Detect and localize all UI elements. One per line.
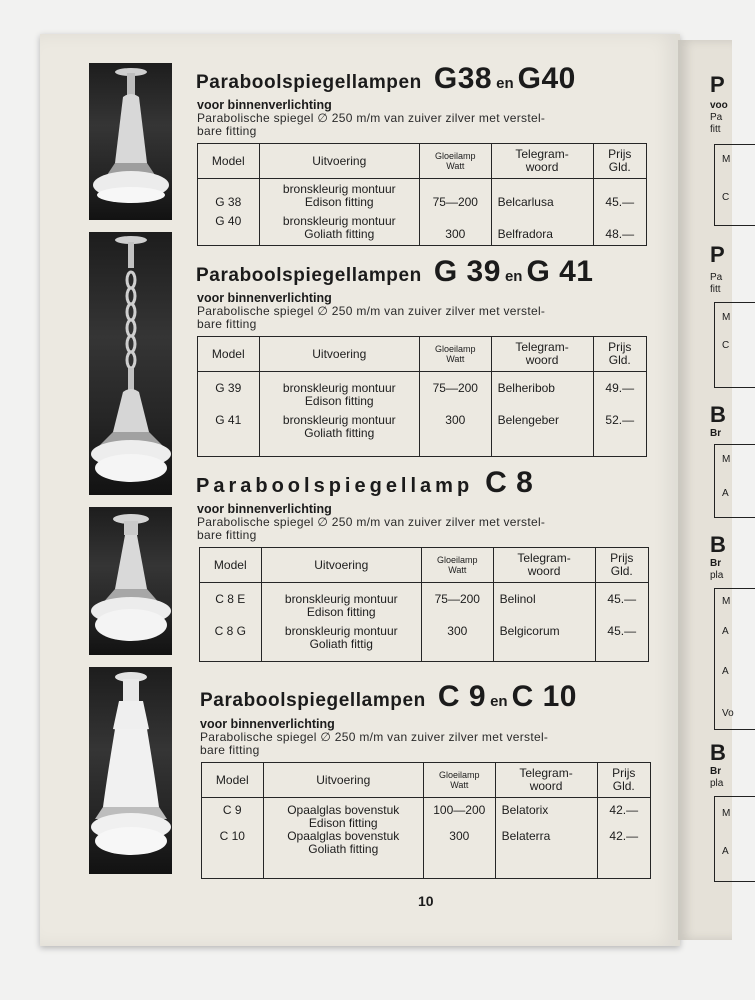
description-line: Parabolische spiegel ∅ 250 m/m van zuiver zilver met verstel- xyxy=(197,515,546,529)
facing-cell: A xyxy=(722,488,729,499)
section-subtitle: voor binnenverlichting xyxy=(197,98,332,112)
facing-letter: P xyxy=(710,242,725,267)
spec-table xyxy=(201,762,651,879)
description-line: Parabolische spiegel ∅ 250 m/m van zuiver zilver met verstel- xyxy=(200,730,549,744)
col-header-telegram: Telegram- woord xyxy=(493,548,595,583)
model-code: G 39 xyxy=(433,255,501,288)
facing-cell: M xyxy=(722,154,731,165)
col-header-watt: Gloeilamp Watt xyxy=(423,763,495,798)
lamp-photo-g39 xyxy=(89,232,172,495)
col-header-watt: Gloeilamp Watt xyxy=(419,144,491,179)
facing-letter: P xyxy=(710,72,725,97)
facing-cell: A xyxy=(722,846,729,857)
facing-letter: B xyxy=(710,740,726,765)
opal-glass-lamp-illustration xyxy=(89,667,172,874)
section-description xyxy=(197,516,649,542)
model-cell: G 39 xyxy=(215,381,242,395)
col-header-telegram: Telegram- woord xyxy=(491,337,593,372)
section-heading: Paraboolspiegellampen xyxy=(200,690,426,711)
section-description xyxy=(197,305,649,331)
facing-fragment: fitt xyxy=(710,124,721,135)
section-heading: Paraboolspiegellampen xyxy=(196,265,422,286)
model-cell: G 41 xyxy=(215,413,242,427)
joiner-text: en xyxy=(490,693,508,710)
facing-table xyxy=(714,796,755,882)
lamp-photo-c9 xyxy=(89,667,172,874)
col-header-prijs: Prijs Gld. xyxy=(597,763,651,798)
model-code: C 8 xyxy=(485,466,534,499)
facing-letter: B xyxy=(710,402,726,427)
facing-fragment: Pa xyxy=(710,272,723,283)
description-line: bare fitting xyxy=(197,317,257,331)
section-title-c8 xyxy=(196,466,533,500)
col-header-model: Model xyxy=(198,144,260,179)
facing-fragment: Pa xyxy=(710,112,723,123)
model-code: C 9 xyxy=(437,680,487,713)
col-header-prijs: Prijs Gld. xyxy=(593,337,647,372)
model-cell: G 40 xyxy=(215,214,242,228)
spec-table xyxy=(199,547,649,662)
facing-cell: A xyxy=(722,626,729,637)
facing-fragment: Br xyxy=(710,428,722,439)
facing-table xyxy=(714,302,755,388)
col-header-uitvoering: Uitvoering xyxy=(259,337,419,372)
facing-table xyxy=(714,588,755,730)
model-cell: C 8 E xyxy=(215,592,246,606)
chain-pendant-lamp-illustration xyxy=(89,232,172,495)
facing-page-edge xyxy=(678,40,732,940)
facing-fragment: pla xyxy=(710,778,724,789)
model-code: G40 xyxy=(517,62,576,95)
col-header-uitvoering: Uitvoering xyxy=(259,144,419,179)
model-cell: G 38 xyxy=(215,195,242,209)
section-description xyxy=(200,731,652,757)
section-title-g38-g40 xyxy=(196,62,576,96)
facing-cell: M xyxy=(722,312,731,323)
facing-table xyxy=(714,444,755,518)
col-header-telegram: Telegram- woord xyxy=(491,144,593,179)
facing-cell: M xyxy=(722,808,731,819)
col-header-telegram: Telegram- woord xyxy=(495,763,597,798)
facing-cell: M xyxy=(722,454,731,465)
table-row: C 8 E C 8 G bronskleurig montuur Edison fitting bronskleurig montuur Goliath fittig 75—200 300 Belinol Belgicorum 45.— 45.— xyxy=(200,583,649,662)
facing-fragment: pla xyxy=(710,570,724,581)
section-title-c9-c10 xyxy=(200,680,577,714)
spec-table xyxy=(197,336,647,457)
spec-table xyxy=(197,143,647,246)
section-subtitle: voor binnenverlichting xyxy=(197,502,332,516)
facing-fragment: Br xyxy=(710,766,722,777)
col-header-model: Model xyxy=(200,548,262,583)
description-line: Parabolische spiegel ∅ 250 m/m van zuiver zilver met verstel- xyxy=(197,111,546,125)
col-header-watt: Gloeilamp Watt xyxy=(419,337,491,372)
col-header-model: Model xyxy=(202,763,264,798)
description-line: bare fitting xyxy=(200,743,260,757)
facing-cell: A xyxy=(722,666,729,677)
table-row: G 39 G 41 bronskleurig montuur Edison fitting bronskleurig montuur Goliath fitting 75—200 300 Belheribob Belengeber 49.— 52.— xyxy=(198,372,647,457)
model-code: G38 xyxy=(433,62,493,95)
col-header-prijs: Prijs Gld. xyxy=(595,548,649,583)
section-title-g39-g41 xyxy=(196,255,594,289)
facing-cell: Vo xyxy=(722,708,734,719)
facing-cell: C xyxy=(722,340,730,351)
description-line: bare fitting xyxy=(197,124,257,138)
facing-cell: C xyxy=(722,192,730,203)
joiner-text: en xyxy=(504,268,523,285)
section-heading: Paraboolspiegellamp xyxy=(196,475,474,497)
lamp-photo-c8 xyxy=(89,507,172,655)
page-number: 10 xyxy=(418,893,434,909)
ceiling-lamp-illustration xyxy=(89,507,172,655)
pendant-lamp-illustration xyxy=(89,63,172,220)
table-row: G 38 G 40 bronskleurig montuur Edison fitting bronskleurig montuur Goliath fitting 75—200 300 Belcarlusa Belfradora 45.— 48.— xyxy=(198,179,647,246)
facing-letter: B xyxy=(710,532,726,557)
facing-fragment: fitt xyxy=(710,284,721,295)
col-header-prijs: Prijs Gld. xyxy=(593,144,647,179)
facing-cell: M xyxy=(722,596,731,607)
col-header-model: Model xyxy=(198,337,260,372)
model-code: C 10 xyxy=(511,680,577,713)
description-line: Parabolische spiegel ∅ 250 m/m van zuiver zilver met verstel- xyxy=(197,304,546,318)
col-header-uitvoering: Uitvoering xyxy=(263,763,423,798)
model-code: G 41 xyxy=(526,255,594,288)
table-row: C 9 C 10 Opaalglas bovenstuk Edison fitting Opaalglas bovenstuk Goliath fitting 100—200 300 Belatorix Belaterra 42.— 42.— xyxy=(202,798,651,879)
facing-fragment: Br xyxy=(710,558,722,569)
lamp-photo-g38 xyxy=(89,63,172,220)
model-cell: C 8 G xyxy=(214,624,246,638)
section-subtitle: voor binnenverlichting xyxy=(200,717,335,731)
model-cell: C 9 xyxy=(222,803,242,817)
facing-table xyxy=(714,144,755,226)
col-header-watt: Gloeilamp Watt xyxy=(421,548,493,583)
model-cell: C 10 xyxy=(219,829,245,843)
facing-fragment: voo xyxy=(710,100,728,111)
description-line: bare fitting xyxy=(197,528,257,542)
joiner-text: en xyxy=(496,75,514,92)
col-header-uitvoering: Uitvoering xyxy=(261,548,421,583)
section-subtitle: voor binnenverlichting xyxy=(197,291,332,305)
section-heading: Paraboolspiegellampen xyxy=(196,72,422,93)
section-description xyxy=(197,112,649,138)
